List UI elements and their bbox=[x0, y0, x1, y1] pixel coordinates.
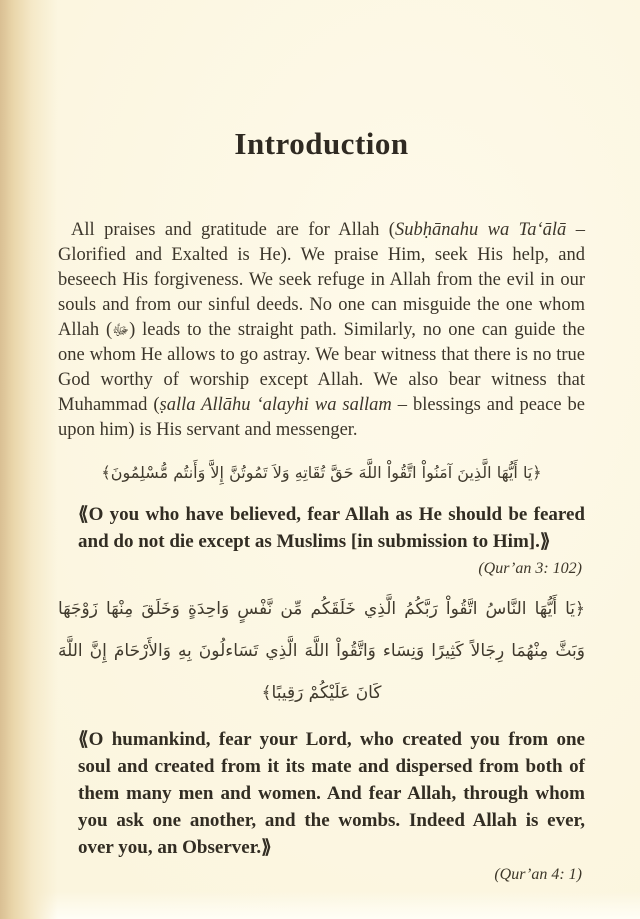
honorific-salla-allahu: ṣalla Allāhu ‘alayhi wa sallam bbox=[159, 395, 392, 415]
quran-verse-arabic-3-102: ﴿يَا أَيُّهَا الَّذِينَ آمَنُواْ اتَّقُواْ اللَّهَ حَقَّ تُقَاتِهِ وَلاَ تَمُوتُنَّ إِلاَّ وَأَنتُم مُّسْلِمُونَ﴾ bbox=[101, 463, 542, 482]
allah-calligraphy-symbol: ﷻ bbox=[112, 321, 130, 339]
quran-translation-3-102: ⟪O you who have believed, fear Allah as He should be feared and do not die except as Muslims [in submission to Him].⟫ bbox=[78, 504, 585, 552]
quran-verse-arabic-4-1: ﴿يَا أَيُّهَا النَّاسُ اتَّقُواْ رَبَّكُمُ الَّذِي خَلَقَكُم مِّن نَّفْسٍ وَاحِدَةٍ وَخَلَقَ مِنْهَا زَوْجَهَا وَبَثَّ مِنْهُمَا رِجَالاً كَثِيرًا وَنِسَاء وَاتَّقُواْ اللَّهَ الَّذِي تَسَاءلُونَ بِهِ وَالأَرْحَامَ إِنَّ اللَّهَ كَانَ عَلَيْكُمْ رَقِيبًا﴾ bbox=[58, 599, 585, 703]
page-content bbox=[58, 126, 585, 884]
quran-citation-3-102: (Qur’an 3: 102) bbox=[478, 560, 582, 577]
quran-citation-4-1: (Qur’an 4: 1) bbox=[494, 866, 582, 883]
intro-paragraph bbox=[58, 218, 585, 443]
quran-translation-4-1: ⟪O humankind, fear your Lord, who created you from one soul and created from it its mate and dispersed from both of them many men and women. And fear Allah, through whom you ask one another, and the wombs. Indeed Allah is ever, over you, an Observer.⟫ bbox=[78, 729, 585, 858]
page-title: Introduction bbox=[234, 126, 409, 161]
intro-text-segment: – Glorified and Exalted is He). We praise Him, seek His help, and beseech His forgiveness. We seek refuge in Allah from the evil in our souls and from our sinful deeds. No one can misguide the one whom Allah ( bbox=[58, 220, 586, 340]
intro-text-segment: All praises and gratitude are for Allah ( bbox=[71, 220, 395, 240]
intro-text-segment: – blessings and peace be upon him) is His servant and messenger. bbox=[58, 395, 586, 440]
honorific-subhanahu: Subḥānahu wa Ta‘ālā bbox=[394, 220, 567, 240]
intro-text-segment: ) leads to the straight path. Similarly, no one can guide the one whom He allows to go astray. We bear witness that there is no true God worthy of worship except Allah. We also bear witness that Muhammad ( bbox=[58, 320, 586, 415]
